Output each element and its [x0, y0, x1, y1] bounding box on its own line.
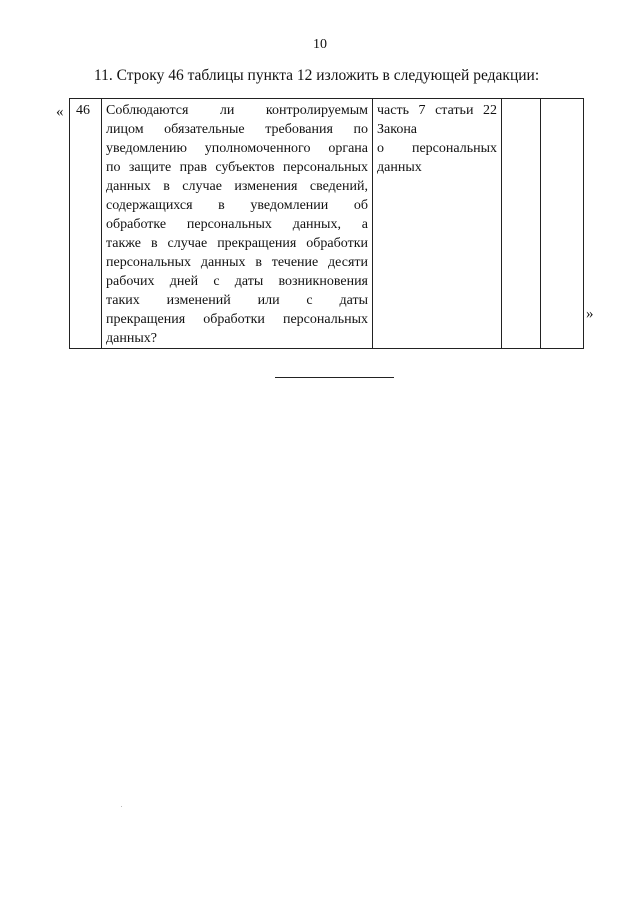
- table-row: [70, 99, 584, 349]
- requirement-line: данных в случае изменения сведений,: [106, 179, 368, 194]
- requirement-line: таких изменений или с даты: [106, 293, 368, 308]
- closing-quote: »: [586, 306, 594, 322]
- requirement-line: обработке персональных данных, а: [106, 217, 368, 232]
- scan-speck: [121, 806, 122, 807]
- law-reference-line: Закона: [377, 122, 418, 137]
- requirement-line: уведомлению уполномоченного органа: [106, 141, 368, 156]
- law-reference-line: данных: [377, 160, 422, 175]
- requirement-line: рабочих дней с даты возникновения: [106, 274, 368, 289]
- requirement-line: данных?: [106, 331, 157, 346]
- end-separator-line: [275, 377, 394, 378]
- page-number: 10: [313, 37, 327, 52]
- requirement-line: содержащихся в уведомлении об: [106, 198, 368, 213]
- amendment-instruction: 11. Строку 46 таблицы пункта 12 изложить в следующей редакции:: [94, 67, 540, 84]
- row-number: 46: [76, 103, 90, 118]
- requirement-line: Соблюдаются ли контролируемым: [106, 103, 368, 118]
- requirement-cell: [102, 99, 373, 349]
- requirement-line: также в случае прекращения обработки: [106, 236, 368, 251]
- law-reference-cell: [373, 99, 502, 349]
- requirement-line: лицом обязательные требования по: [106, 122, 368, 137]
- amendment-table: [69, 98, 584, 349]
- requirement-line: по защите прав субъектов персональных: [106, 160, 368, 175]
- empty-cell: [502, 99, 541, 349]
- empty-cell: [541, 99, 584, 349]
- law-reference-line: о персональных: [377, 141, 497, 156]
- requirement-line: прекращения обработки персональных: [106, 312, 368, 327]
- law-reference-line: часть 7 статьи 22: [377, 103, 497, 118]
- requirement-line: персональных данных в течение десяти: [106, 255, 368, 270]
- opening-quote: «: [56, 104, 64, 120]
- row-number-cell: [70, 99, 102, 349]
